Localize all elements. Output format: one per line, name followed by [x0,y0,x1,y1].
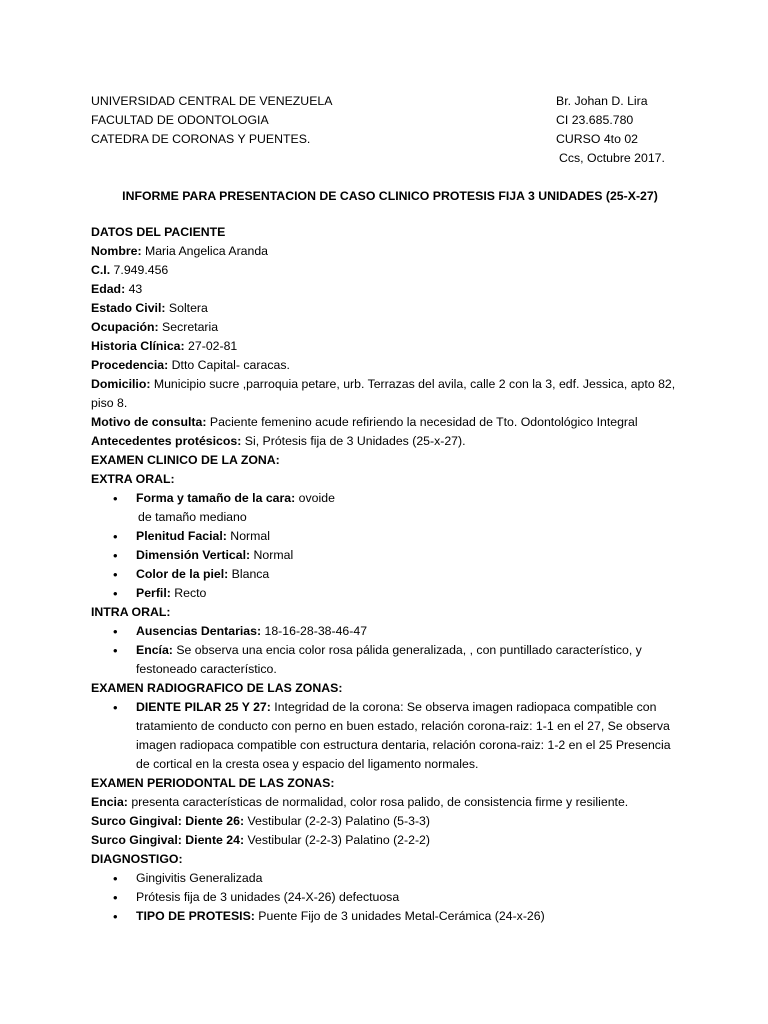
field-surco-24: Surco Gingival: Diente 24: Vestibular (2-2-3) Palatino (2-2-2) [91,833,430,847]
field-ocupacion: Ocupación: Secretaria [91,320,219,334]
field-motivo-consulta: Motivo de consulta: Paciente femenino acude refiriendo la necesidad de Tto. Odontológico Integral [91,415,638,429]
place-date: Ccs, Octubre 2017. [559,151,665,165]
list-item-continuation: de tamaño mediano [138,510,247,524]
faculty-name: FACULTAD DE ODONTOLOGIA [91,113,269,127]
list-item: • TIPO DE PROTESIS: Puente Fijo de 3 unidades Metal-Cerámica (24-x-26) [91,907,681,926]
field-encia: Encia: presenta características de normalidad, color rosa palido, de consistencia firme y resiliente. [91,795,629,809]
report-title: INFORME PARA PRESENTACION DE CASO CLINICO PROTESIS FIJA 3 UNIDADES (25-X-27) [122,189,658,203]
intra-oral-heading: INTRA ORAL: [91,605,171,619]
student-ci: CI 23.685.780 [556,113,634,127]
department-name: CATEDRA DE CORONAS Y PUENTES. [91,132,311,146]
list-item: • Encía: Se observa una encia color rosa pálida generalizada, , con puntillado característico, y festoneado característico. [91,641,681,679]
document-header [91,92,671,168]
field-historia-clinica: Historia Clínica: 27-02-81 [91,339,238,353]
field-surco-26: Surco Gingival: Diente 26: Vestibular (2-2-3) Palatino (5-3-3) [91,814,430,828]
field-edad: Edad: 43 [91,282,143,296]
diagnosis-heading: DIAGNOSTIGO: [91,852,183,866]
extra-oral-heading: EXTRA ORAL: [91,472,175,486]
list-item: • Gingivitis Generalizada [91,869,681,888]
course: CURSO 4to 02 [556,132,639,146]
periodontal-exam-heading: EXAMEN PERIODONTAL DE LAS ZONAS: [91,776,335,790]
field-domicilio: Domicilio: Municipio sucre ,parroquia petare, urb. Terrazas del avila, calle 2 con la 3, edf. Jessica, apto 82, piso 8. [91,377,676,410]
list-item: • Prótesis fija de 3 unidades (24-X-26) defectuosa [91,888,681,907]
radiographic-list [91,698,681,774]
list-item: • DIENTE PILAR 25 Y 27: Integridad de la corona: Se observa imagen radiopaca compatible con tratamiento de conducto con perno en buen estado, relación corona-raiz: 1-1 en el 27, Se observa imagen radiopaca compatible con estructura dentaria, relación corona-raiz: 1-2 en el 25 Presencia de cortical en la cresta osea y espacio del ligamento normales. [91,698,681,774]
student-name: Br. Johan D. Lira [556,94,648,108]
field-antecedentes: Antecedentes protésicos: Si, Prótesis fija de 3 Unidades (25-x-27). [91,434,466,448]
field-procedencia: Procedencia: Dtto Capital- caracas. [91,358,290,372]
clinical-exam-heading: EXAMEN CLINICO DE LA ZONA: [91,453,280,467]
extra-oral-list [91,489,681,603]
list-item: • Perfil: Recto [91,584,681,603]
field-nombre: Nombre: Maria Angelica Aranda [91,244,269,258]
diagnosis-list [91,869,681,926]
list-item: • Forma y tamaño de la cara: ovoide [91,489,681,508]
list-item: • Plenitud Facial: Normal [91,527,681,546]
radiographic-exam-heading: EXAMEN RADIOGRAFICO DE LAS ZONAS: [91,681,343,695]
list-item: • Dimensión Vertical: Normal [91,546,681,565]
report-body [91,223,681,926]
patient-data-heading: DATOS DEL PACIENTE [91,225,226,239]
intra-oral-list [91,622,681,679]
field-estado-civil: Estado Civil: Soltera [91,301,208,315]
list-item: • Ausencias Dentarias: 18-16-28-38-46-47 [91,622,681,641]
university-name: UNIVERSIDAD CENTRAL DE VENEZUELA [91,94,333,108]
list-item: • Color de la piel: Blanca [91,565,681,584]
field-ci: C.I. 7.949.456 [91,263,169,277]
